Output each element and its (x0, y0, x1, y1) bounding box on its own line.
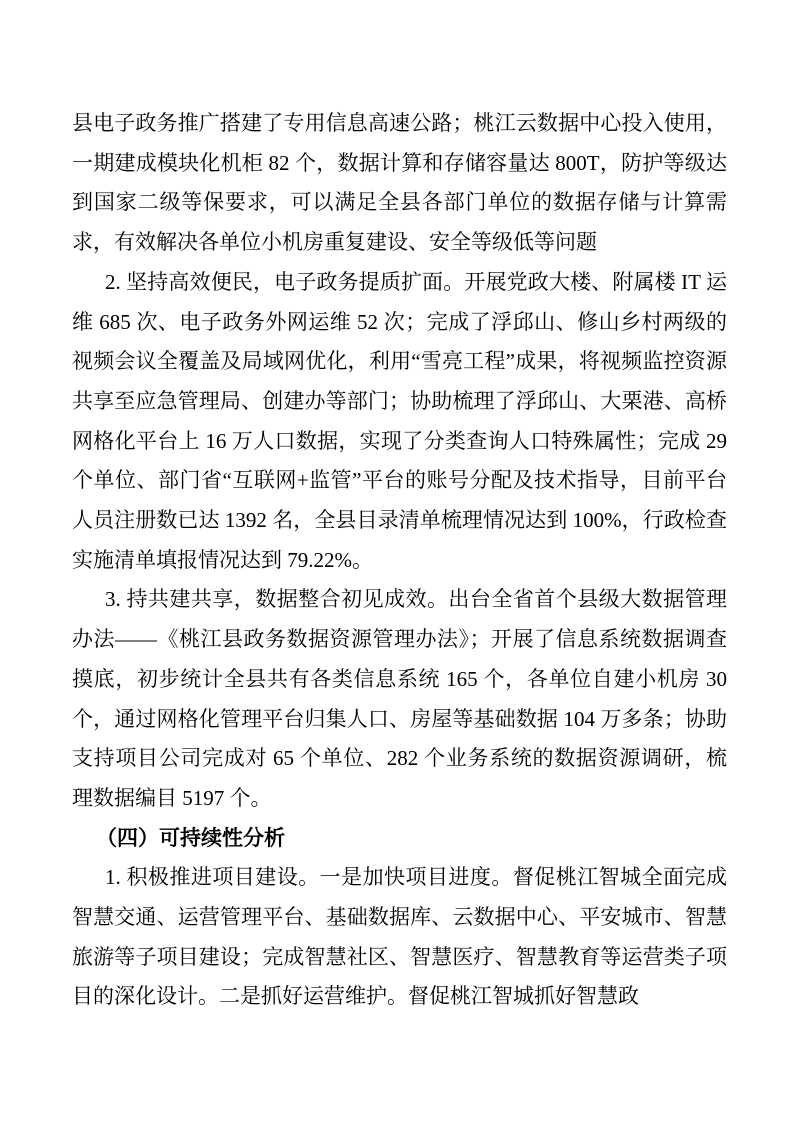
paragraph: 2. 坚持高效便民，电子政务提质扩面。开展党政大楼、附属楼 IT 运维 685 次、电子政务外网运维 52 次；完成了浮邱山、修山乡村两级的视频会议全覆盖及局域网优化，利用“雪亮工程”成果，将视频监控资源共享至应急管理局、创建办等部门；协助梳理了浮邱山、大栗港、高桥网格化平台上 16 万人口数据，实现了分类查询人口特殊属性；完成 29 个单位、部门省“互联网+监管”平台的账号分配及技术指导，目前平台人员注册数已达 1392 名，全县目录清单梳理情况达到 100%，行政检查实施清单填报情况达到 79.22%。 (72, 269, 727, 572)
paragraph: 3. 持共建共享，数据整合初见成效。出台全省首个县级大数据管理办法——《桃江县政务数据资源管理办法》；开展了信息系统数据调查摸底，初步统计全县共有各类信息系统 165 个，各单位自建小机房 30 个，通过网格化管理平台归集人口、房屋等基础数据 104 万多条；协助支持项目公司完成对 65 个单位、282 个业务系统的数据资源调研，梳理数据编目 5197 个。 (72, 587, 727, 810)
document-body (72, 104, 727, 1017)
paragraph-continued: 县电子政务推广搭建了专用信息高速公路；桃江云数据中心投入使用，一期建成模块化机柜 82 个，数据计算和存储容量达 800T，防护等级达到国家二级等保要求，可以满足全县各部门单位的数据存储与计算需求，有效解决各单位小机房重复建设、安全等级低等问题 (72, 111, 727, 255)
section-heading: （四）可持续性分析 (96, 826, 285, 850)
paragraph: 1. 积极推进项目建设。一是加快项目进度。督促桃江智城全面完成智慧交通、运营管理平台、基础数据库、云数据中心、平安城市、智慧旅游等子项目建设；完成智慧社区、智慧医疗、智慧教育等运营类子项目的深化设计。二是抓好运营维护。督促桃江智城抓好智慧政 (72, 865, 727, 1009)
